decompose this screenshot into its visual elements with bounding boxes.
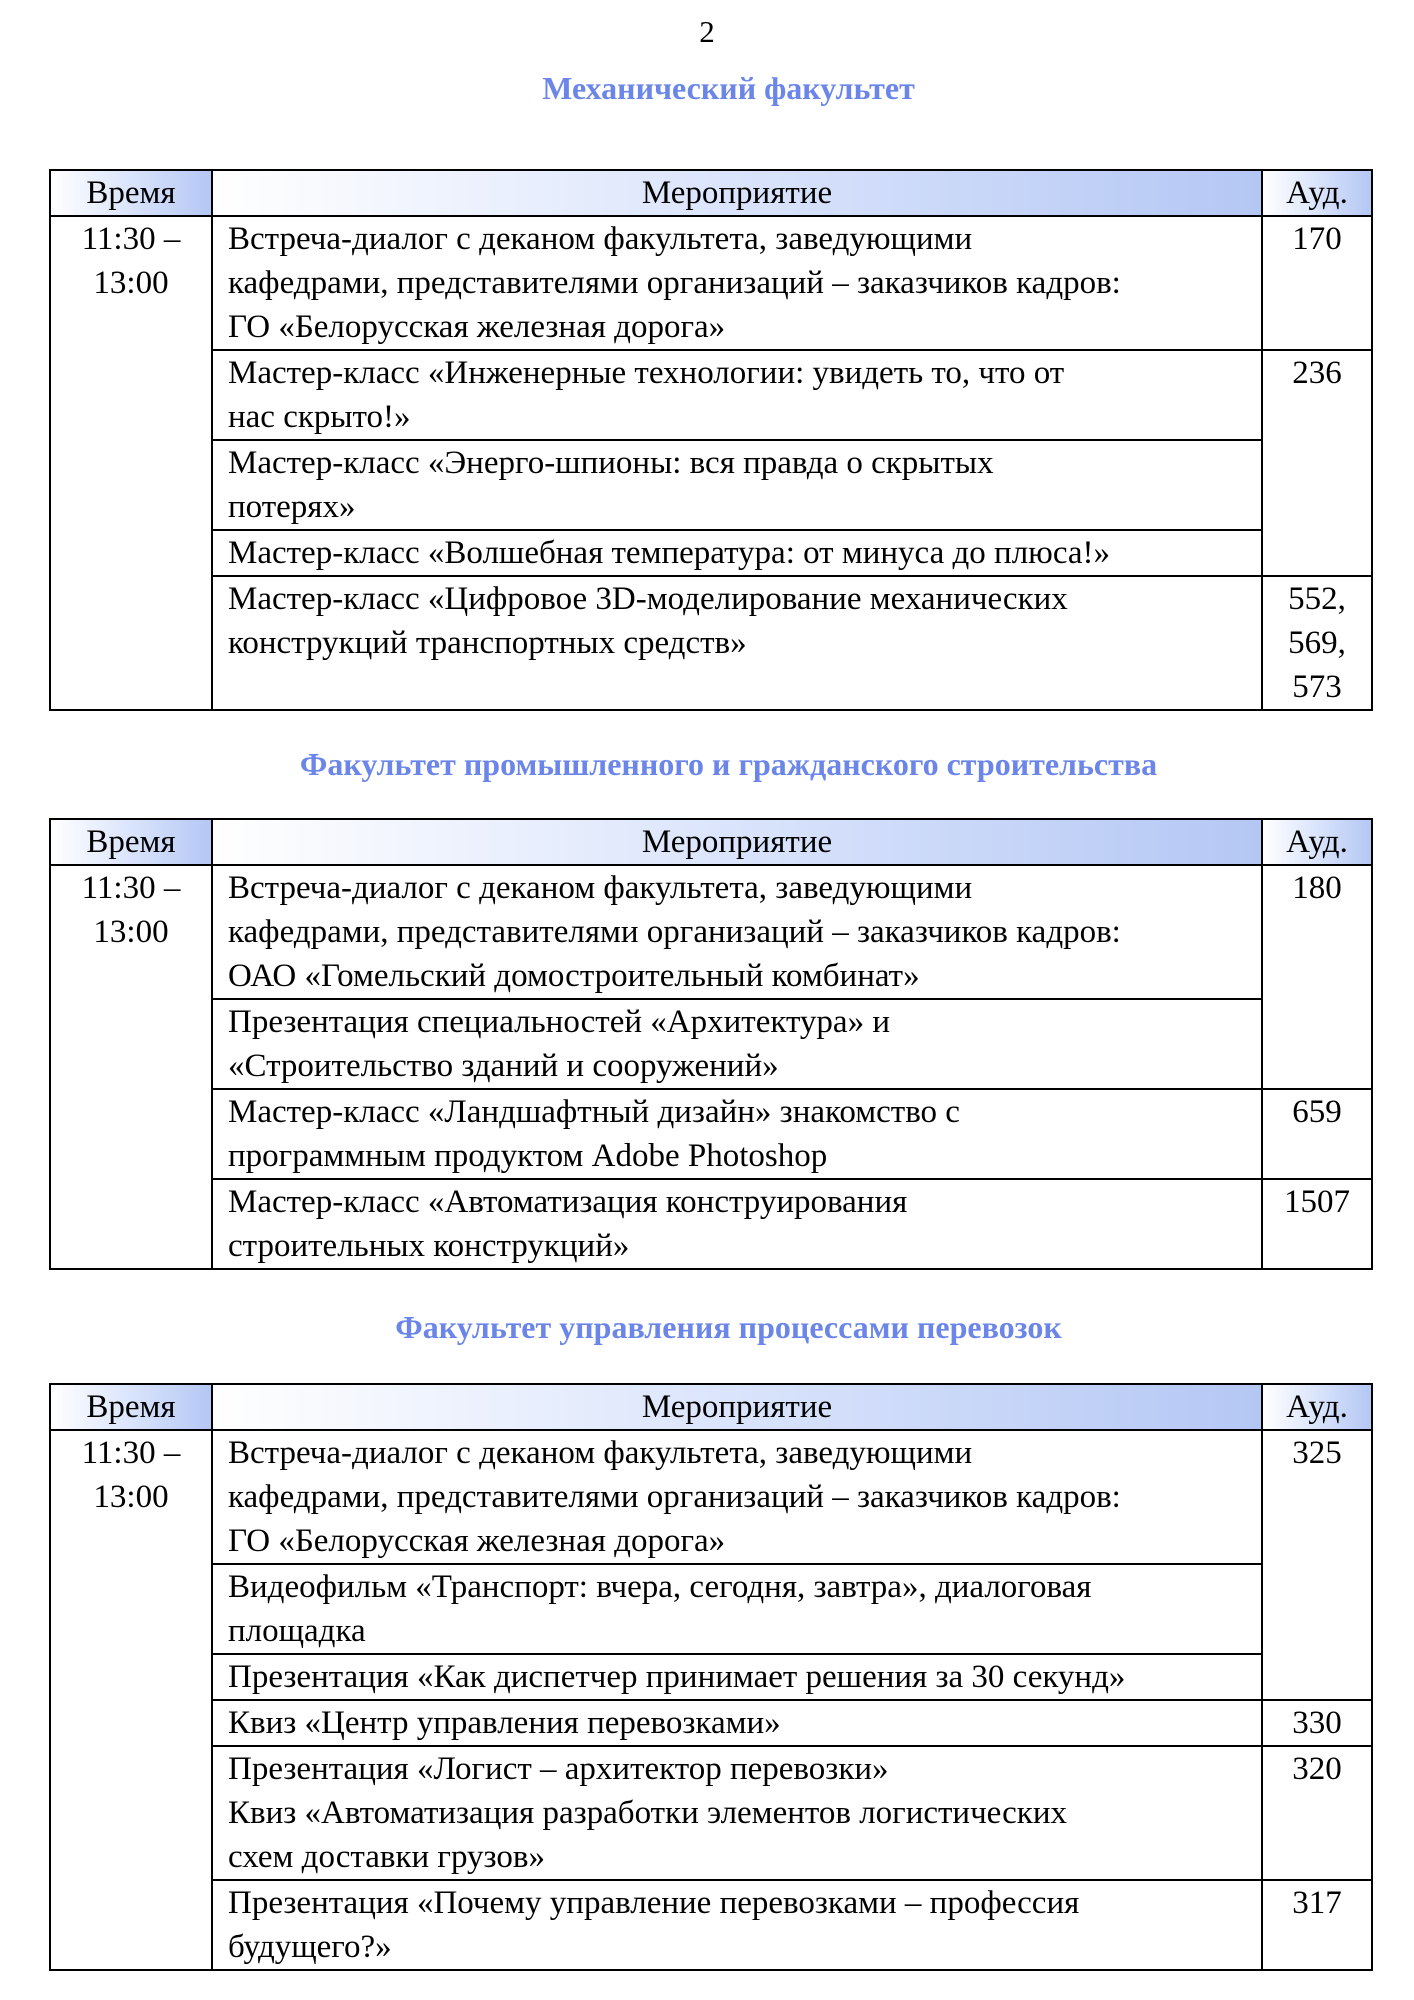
event-line: ГО «Белорусская железная дорога»: [228, 1523, 726, 1559]
event-line: Презентация специальностей «Архитектура» и: [228, 1004, 890, 1040]
table-row: [50, 1089, 1372, 1179]
room-cell: [1262, 216, 1372, 350]
table-row: [50, 1179, 1372, 1269]
event-line: площадка: [228, 1613, 366, 1649]
table-row: [50, 1746, 1372, 1880]
room-cell: [1262, 1179, 1372, 1269]
event-line: Презентация «Как диспетчер принимает решения за 30 секунд»: [228, 1659, 1126, 1695]
event-cell: [212, 1700, 1262, 1746]
header-aud: Ауд.: [1262, 819, 1372, 865]
event-line: «Строительство зданий и сооружений»: [228, 1048, 779, 1084]
table-row: [50, 350, 1372, 440]
table-row: [50, 1880, 1372, 1970]
event-cell: [212, 1430, 1262, 1564]
schedule-table-transport: [49, 1383, 1373, 1971]
event-line: Презентация «Логист – архитектор перевозки»: [228, 1751, 889, 1787]
table-row: [50, 865, 1372, 999]
room-number: 330: [1292, 1705, 1342, 1741]
event-line: ГО «Белорусская железная дорога»: [228, 309, 726, 345]
header-event: Мероприятие: [212, 1384, 1262, 1430]
room-cell: [1262, 1746, 1372, 1880]
event-line: Мастер-класс «Цифровое 3D-моделирование механических: [228, 581, 1068, 617]
event-line: Презентация «Почему управление перевозками – профессия: [228, 1885, 1080, 1921]
room-cell: [1262, 1430, 1372, 1700]
event-cell: [212, 1746, 1262, 1880]
time-cell: [50, 865, 212, 1269]
event-line: Мастер-класс «Энерго-шпионы: вся правда о скрытых: [228, 445, 994, 481]
event-cell: [212, 350, 1262, 440]
event-line: Мастер-класс «Инженерные технологии: увидеть то, что от: [228, 355, 1065, 391]
room-number: 569,: [1288, 625, 1346, 661]
event-cell: [212, 1880, 1262, 1970]
event-cell: [212, 1654, 1262, 1700]
event-line: Квиз «Центр управления перевозками»: [228, 1705, 781, 1741]
room-cell: [1262, 865, 1372, 1089]
event-line: Мастер-класс «Автоматизация конструирования: [228, 1184, 908, 1220]
table-row: [50, 999, 1372, 1089]
table-row: [50, 530, 1372, 576]
room-cell: [1262, 350, 1372, 576]
header-event: Мероприятие: [212, 819, 1262, 865]
header-event: Мероприятие: [212, 170, 1262, 216]
table-row: [50, 1700, 1372, 1746]
table-header-row: [50, 170, 1372, 216]
time-start: 11:30 –: [81, 221, 181, 257]
room-cell: [1262, 1089, 1372, 1179]
event-cell: [212, 1564, 1262, 1654]
event-cell: [212, 576, 1262, 710]
time-end: 13:00: [93, 914, 169, 950]
time-start: 11:30 –: [81, 870, 181, 906]
event-line: Встреча-диалог с деканом факультета, заведующими: [228, 221, 973, 257]
header-time: Время: [50, 170, 212, 216]
event-cell: [212, 1089, 1262, 1179]
event-line: нас скрыто!»: [228, 399, 411, 435]
room-cell: [1262, 576, 1372, 710]
time-cell: [50, 216, 212, 710]
event-line: Встреча-диалог с деканом факультета, заведующими: [228, 870, 973, 906]
event-line: кафедрами, представителями организаций – заказчиков кадров:: [228, 1479, 1121, 1515]
event-line: Мастер-класс «Волшебная температура: от минуса до плюса!»: [228, 535, 1111, 571]
table-row: [50, 1564, 1372, 1654]
event-line: Встреча-диалог с деканом факультета, заведующими: [228, 1435, 973, 1471]
room-number: 170: [1292, 221, 1342, 257]
time-start: 11:30 –: [81, 1435, 181, 1471]
event-cell: [212, 440, 1262, 530]
table-row: [50, 216, 1372, 350]
schedule-table-construction: [49, 818, 1373, 1270]
room-number: 659: [1292, 1094, 1342, 1130]
table-row: [50, 1430, 1372, 1564]
section-title-construction: Факультет промышленного и гражданского строительства: [299, 746, 1158, 782]
room-number: 180: [1292, 870, 1342, 906]
section-title-mechanical: Механический факультет: [542, 70, 915, 106]
table-row: [50, 440, 1372, 530]
event-line: потерях»: [228, 489, 356, 525]
event-line: ОАО «Гомельский домостроительный комбинат»: [228, 958, 920, 994]
event-line: строительных конструкций»: [228, 1228, 630, 1264]
event-line: Видеофильм «Транспорт: вчера, сегодня, завтра», диалоговая: [228, 1569, 1092, 1605]
header-aud: Ауд.: [1262, 170, 1372, 216]
schedule-table-mechanical: [49, 169, 1373, 711]
room-number: 325: [1292, 1435, 1342, 1471]
event-line: программным продуктом Adobe Photoshop: [228, 1138, 828, 1174]
event-line: Квиз «Автоматизация разработки элементов логистических: [228, 1795, 1067, 1831]
room-number: 236: [1292, 355, 1342, 391]
table-row: [50, 576, 1372, 710]
event-cell: [212, 865, 1262, 999]
page-number: 2: [699, 14, 715, 49]
event-cell: [212, 216, 1262, 350]
room-cell: [1262, 1700, 1372, 1746]
room-number: 573: [1292, 669, 1342, 705]
header-time: Время: [50, 819, 212, 865]
event-cell: [212, 999, 1262, 1089]
event-line: кафедрами, представителями организаций – заказчиков кадров:: [228, 265, 1121, 301]
room-number: 317: [1292, 1885, 1342, 1921]
table-row: [50, 1654, 1372, 1700]
event-line: будущего?»: [228, 1929, 392, 1965]
room-number: 320: [1292, 1751, 1342, 1787]
time-end: 13:00: [93, 1479, 169, 1515]
time-end: 13:00: [93, 265, 169, 301]
table-header-row: [50, 819, 1372, 865]
event-line: кафедрами, представителями организаций – заказчиков кадров:: [228, 914, 1121, 950]
room-number: 1507: [1284, 1184, 1350, 1220]
event-line: схем доставки грузов»: [228, 1839, 545, 1875]
time-cell: [50, 1430, 212, 1970]
header-time: Время: [50, 1384, 212, 1430]
room-number: 552,: [1288, 581, 1346, 617]
event-cell: [212, 1179, 1262, 1269]
table-header-row: [50, 1384, 1372, 1430]
event-line: конструкций транспортных средств»: [228, 625, 747, 661]
event-cell: [212, 530, 1262, 576]
event-line: Мастер-класс «Ландшафтный дизайн» знакомство с: [228, 1094, 960, 1130]
header-aud: Ауд.: [1262, 1384, 1372, 1430]
room-cell: [1262, 1880, 1372, 1970]
section-title-transport: Факультет управления процессами перевозок: [395, 1309, 1062, 1345]
